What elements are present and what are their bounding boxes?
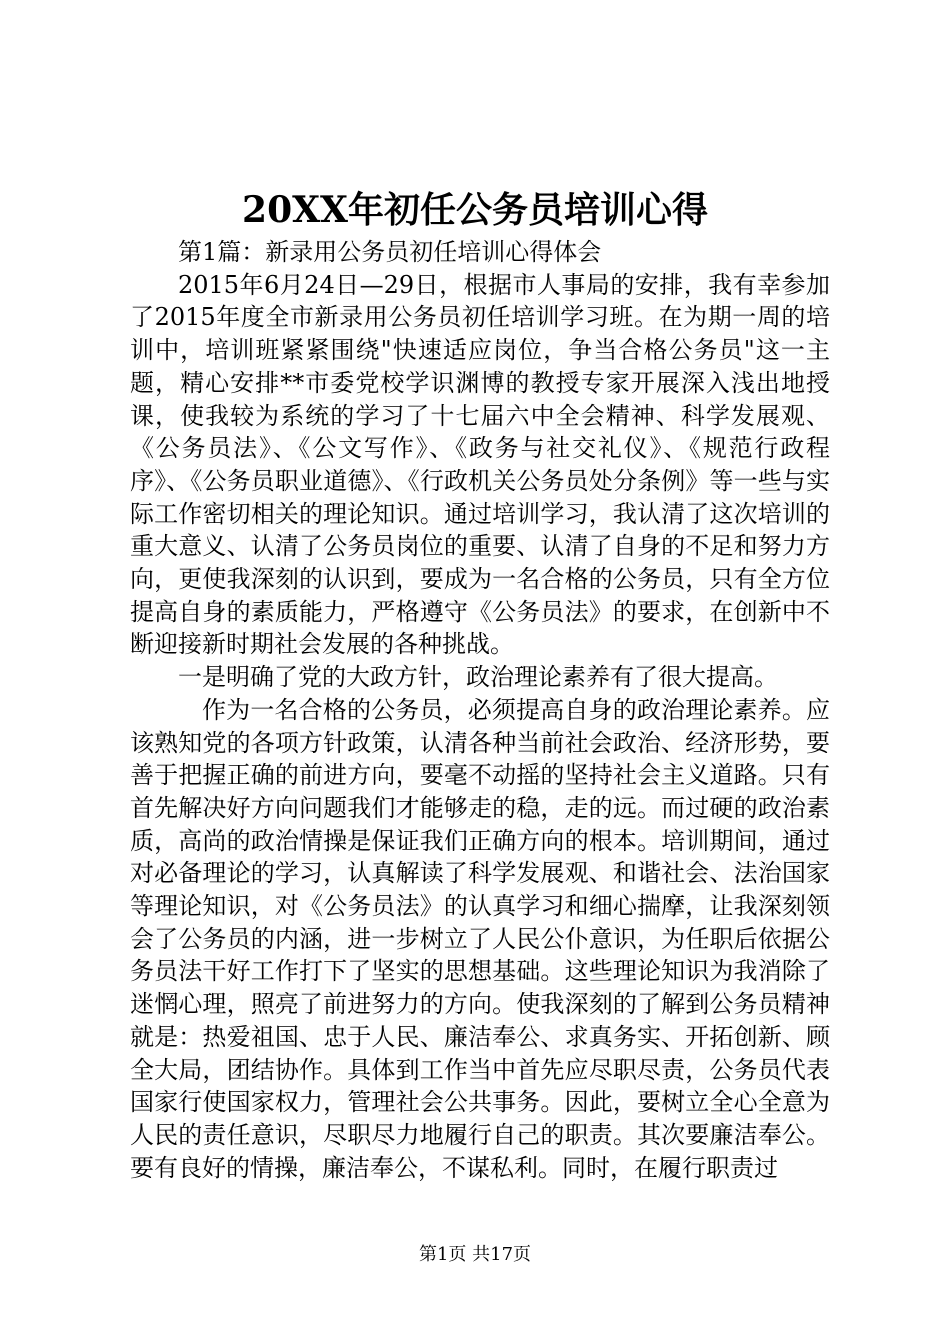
body-paragraph: 作为一名合格的公务员，必须提高自身的政治理论素养。应该熟知党的各项方针政策，认清各种当前社会政治、经济形势，要善于把握正确的前进方向，要毫不动摇的坚持社会主义道路。只有首先解决好方向问题我们才能够走的稳，走的远。而过硬的政治素质，高尚的政治情操是保证我们正确方向的根本。培训期间，通过对必备理论的学习，认真解读了科学发展观、和谐社会、法治国家等理论知识，对《公务员法》的认真学习和细心揣摩，让我深刻领会了公务员的内涵，进一步树立了人民公仆意识，为任职后依据公务员法干好工作打下了坚实的思想基础。这些理论知识为我消除了迷惘心理，照亮了前进努力的方向。使我深刻的了解到公务员精神就是：热爱祖国、忠于人民、廉洁奉公、求真务实、开拓创新、顾全大局，团结协作。具体到工作当中首先应尽职尽责，公务员代表国家行使国家权力，管理社会公共事务。因此，要树立全心全意为人民的责任意识，尽职尽力地履行自己的职责。其次要廉洁奉公。要有良好的情操，廉洁奉公，不谋私利。同时，在履行职责过 bbox=[130, 695, 830, 1182]
document-body bbox=[130, 236, 830, 1184]
body-paragraph: 一是明确了党的大政方针，政治理论素养有了很大提高。 bbox=[178, 663, 778, 692]
page-number-footer: 第1页 共17页 bbox=[418, 1244, 532, 1265]
section-heading: 第1篇：新录用公务员初任培训心得体会 bbox=[178, 238, 602, 266]
body-paragraph: 2015年6月24日—29日，根据市人事局的安排，我有幸参加了2015年度全市新录用公务员初任培训学习班。在为期一周的培训中，培训班紧紧围绕"快速适应岗位，争当合格公务员"这一主题，精心安排**市委党校学识渊博的教授专家开展深入浅出地授课，使我较为系统的学习了十七届六中全会精神、科学发展观、《公务员法》、《公文写作》、《政务与社交礼仪》、《规范行政程序》、《公务员职业道德》、《行政机关公务员处分条例》等一些与实际工作密切相关的理论知识。通过培训学习，我认清了这次培训的重大意义、认清了公务员岗位的重要、认清了自身的不足和努力方向，更使我深刻的认识到，要成为一名合格的公务员，只有全方位提高自身的素质能力，严格遵守《公务员法》的要求，在创新中不断迎接新时期社会发展的各种挑战。 bbox=[130, 270, 830, 659]
document-title: 20XX年初任公务员培训心得 bbox=[242, 189, 708, 231]
